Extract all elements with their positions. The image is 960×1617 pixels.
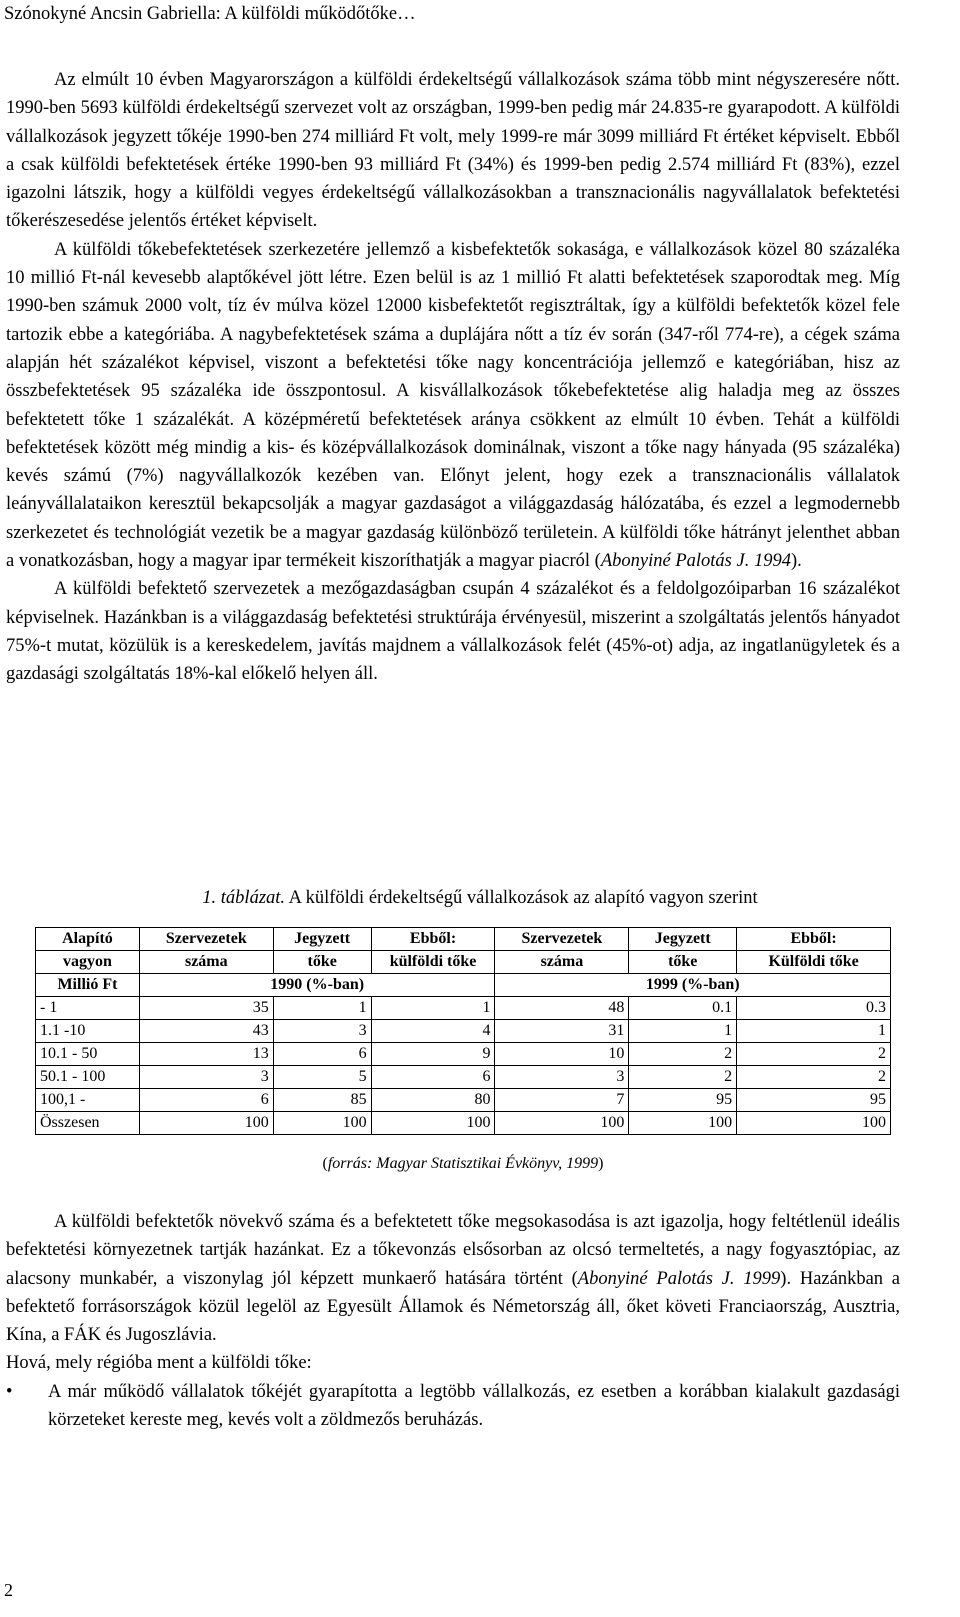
header-cell: Külföldi tőke <box>737 951 891 974</box>
table-cell: 100 <box>629 1112 737 1135</box>
table-cell: 95 <box>737 1089 891 1112</box>
table-row <box>36 1020 891 1043</box>
table-cell: 0.3 <box>737 997 891 1020</box>
source-open: ( <box>322 1155 328 1172</box>
header-cell: külföldi tőke <box>371 951 495 974</box>
table-row <box>36 1066 891 1089</box>
table-row <box>36 997 891 1020</box>
table-cell: 6 <box>273 1043 371 1066</box>
table-cell: 1 <box>737 1020 891 1043</box>
paragraph-4 <box>6 1208 900 1349</box>
table-row <box>36 1043 891 1066</box>
table-cell: 2 <box>737 1066 891 1089</box>
citation-2: Abonyiné Palotás J. 1999 <box>577 1268 781 1289</box>
table-cell: 100,1 - <box>36 1089 140 1112</box>
paragraph-2-text: A külföldi tőkebefektetések szerkezetére jellemző a kisbefektetők sokasága, e vállalkozások közel 80 százaléka 10 millió Ft-nál kevesebb alaptőkével jött létre. Ezen belül is az 1 millió Ft alatti befektetések szaporodtak meg. Míg 1990-ben számuk 2000 volt, tíz év múlva közel 12000 kisbefektetőt regisztráltak, így a külföldi befektetők közel fele tartozik ebbe a kategóriába. A nagybefektetések száma a duplájára nőtt a tíz év során (347-ről 774-re), a cégek száma alapján hét százalékot képvisel, viszont a befektetési tőke nagy koncentrációja jellemző e kategóriában, hisz az összbefektetések 95 százaléka ide összpontosul. A kisvállalkozások tőkebefektetése alig haladja meg az összes befektetett tőke 1 százalékát. A középméretű befektetések aránya csökkent az elmúlt 10 évben. Tehát a külföldi befektetések között még mindig a kis- és középvállalkozások dominálnak, viszont a tőke nagy hányada (95 százaléka) kevés számú (7%) nagyvállalkozók kezében van. Előnyt jelent, hogy ezek a transznacionális vállalatok leányvállalataikon keresztül bekapcsolják a magyar gazdaságot a világgazdaság hálózatába, és ezzel a legmodernebb szerkezetet és technológiát vezetik be a magyar gazdaság különböző területein. A külföldi tőke hátrányt jelenthet abban a vonatkozásban, hogy a magyar ipar termékeit kiszoríthatják a magyar piacról ( <box>6 239 900 572</box>
table-header-row-1 <box>36 928 891 951</box>
header-cell: Ebből: <box>371 928 495 951</box>
table-cell: 31 <box>495 1020 629 1043</box>
header-cell: vagyon <box>36 951 140 974</box>
bullet-icon: • <box>6 1381 13 1402</box>
table-header-row-2 <box>36 951 891 974</box>
table-source <box>0 1154 926 1174</box>
bullet-item <box>6 1378 900 1435</box>
header-cell: Szervezetek <box>495 928 629 951</box>
body-text-after-table <box>6 1208 900 1434</box>
table-cell: 100 <box>495 1112 629 1135</box>
table-cell: 95 <box>629 1089 737 1112</box>
table-cell: Összesen <box>36 1112 140 1135</box>
page-number: 2 <box>4 1580 13 1600</box>
paragraph-3: A külföldi befektető szervezetek a mezőgazdaságban csupán 4 százalékot és a feldolgozóiparban 16 százalékot képviselnek. Hazánkban is a világgazdaság befektetési struktúrája érvényesül, miszerint a szolgáltatás jelentős hányadot 75%-t mutat, közülük is a kereskedelem, javítás majdnem a vállalkozások felét (45%-ot) adja, az ingatlanügyletek és a gazdasági szolgáltatás 18%-kal előkelő helyen áll. <box>6 579 900 685</box>
header-cell: Millió Ft <box>36 974 140 997</box>
table-cell: 1.1 -10 <box>36 1020 140 1043</box>
header-cell-1999: 1999 (%-ban) <box>495 974 891 997</box>
header-cell: Jegyzett <box>273 928 371 951</box>
header-cell: száma <box>139 951 273 974</box>
table-cell: 80 <box>371 1089 495 1112</box>
table-cell: 10.1 - 50 <box>36 1043 140 1066</box>
header-cell: tőke <box>273 951 371 974</box>
paragraph-2 <box>6 236 900 576</box>
table-caption <box>0 886 960 910</box>
source-close: ) <box>598 1155 604 1172</box>
citation-1: Abonyiné Palotás J. 1994 <box>600 551 791 572</box>
table-cell: 100 <box>371 1112 495 1135</box>
data-table <box>35 927 891 1135</box>
table-cell: 35 <box>139 997 273 1020</box>
table-cell: 100 <box>273 1112 371 1135</box>
running-header: Szónokyné Ancsin Gabriella: A külföldi működőtőke… <box>4 4 416 24</box>
paragraph-4-rest: ). Hazánkban a befektető forrásországok közül legelöl az Egyesült Államok és Németország áll, őket követi Franciaország, Ausztria, Kína, a FÁK és Jugoszlávia. <box>6 1268 901 1346</box>
table-cell: 1 <box>273 997 371 1020</box>
table-caption-label: 1. táblázat. <box>202 888 286 908</box>
table-cell: 43 <box>139 1020 273 1043</box>
header-cell: Jegyzett <box>629 928 737 951</box>
table-cell: 5 <box>273 1066 371 1089</box>
table-cell: 1 <box>371 997 495 1020</box>
table-header-row-3 <box>36 974 891 997</box>
table-cell: 3 <box>139 1066 273 1089</box>
source-text: forrás: Magyar Statisztikai Évkönyv, 1999 <box>327 1155 599 1172</box>
table-cell: 100 <box>737 1112 891 1135</box>
table-cell: 7 <box>495 1089 629 1112</box>
header-cell: Szervezetek <box>139 928 273 951</box>
table-cell: 85 <box>273 1089 371 1112</box>
body-text <box>6 66 900 689</box>
table-cell: 2 <box>737 1043 891 1066</box>
table-cell: 2 <box>629 1043 737 1066</box>
table-cell: 6 <box>139 1089 273 1112</box>
header-cell: száma <box>495 951 629 974</box>
table-cell: 1 <box>629 1020 737 1043</box>
citation-1-close: ). <box>790 551 802 572</box>
header-cell: Alapító <box>36 928 140 951</box>
table-cell: 0.1 <box>629 997 737 1020</box>
table-cell: 2 <box>629 1066 737 1089</box>
header-cell: tőke <box>629 951 737 974</box>
table-cell: 100 <box>139 1112 273 1135</box>
paragraph-4-text: A külföldi befektetők növekvő száma és a befektetett tőke megsokasodása is azt igazolja, hogy feltétlenül ideális befektetési környezetnek tartják hazánkat. Ez a tőkevonzás elsősorban az olcsó termeltetés, a nagy fogyasztópiac, az alacsony munkabér, a viszonylag jól képzett munkaerő hatására történt ( <box>6 1212 900 1289</box>
table-cell: 10 <box>495 1043 629 1066</box>
table-cell: - 1 <box>36 997 140 1020</box>
table-cell: 50.1 - 100 <box>36 1066 140 1089</box>
table-row <box>36 1112 891 1135</box>
table-cell: 13 <box>139 1043 273 1066</box>
table-caption-text: A külföldi érdekeltségű vállalkozások az alapító vagyon szerint <box>285 888 758 908</box>
table-cell: 9 <box>371 1043 495 1066</box>
header-cell-1990: 1990 (%-ban) <box>139 974 495 997</box>
header-cell: Ebből: <box>737 928 891 951</box>
paragraph-1: Az elmúlt 10 évben Magyarországon a külföldi érdekeltségű vállalkozások száma több mint négyszeresére nőtt. 1990-ben 5693 külföldi érdekeltségű szervezet volt az országban, 1999-ben pedig már 24.835-re gyarapodott. A külföldi vállalkozások jegyzett tőkéje 1990-ben 274 milliárd Ft volt, mely 1999-re már 3099 milliárd Ft értéket képviselt. Ebből a csak külföldi befektetések értéke 1990-ben 93 milliárd Ft (34%) és 1999-ben pedig 2.574 milliárd Ft (83%), ezzel igazolni látszik, hogy a külföldi vegyes érdekeltségű vállalkozásokban a transznacionális nagyvállalatok befektetési tőkerészesedése jelentős értéket képviselt. <box>6 70 900 232</box>
table-cell: 4 <box>371 1020 495 1043</box>
table-cell: 3 <box>495 1066 629 1089</box>
bullet-text: A már működő vállalatok tőkéjét gyarapította a legtöbb vállalkozás, ez esetben a korábban kialakult gazdasági körzeteket kereste meg, kevés volt a zöldmezős beruházás. <box>48 1381 900 1431</box>
table-cell: 6 <box>371 1066 495 1089</box>
table-row <box>36 1089 891 1112</box>
question-line: Hová, mely régióba ment a külföldi tőke: <box>6 1353 312 1374</box>
table-cell: 3 <box>273 1020 371 1043</box>
table-cell: 48 <box>495 997 629 1020</box>
